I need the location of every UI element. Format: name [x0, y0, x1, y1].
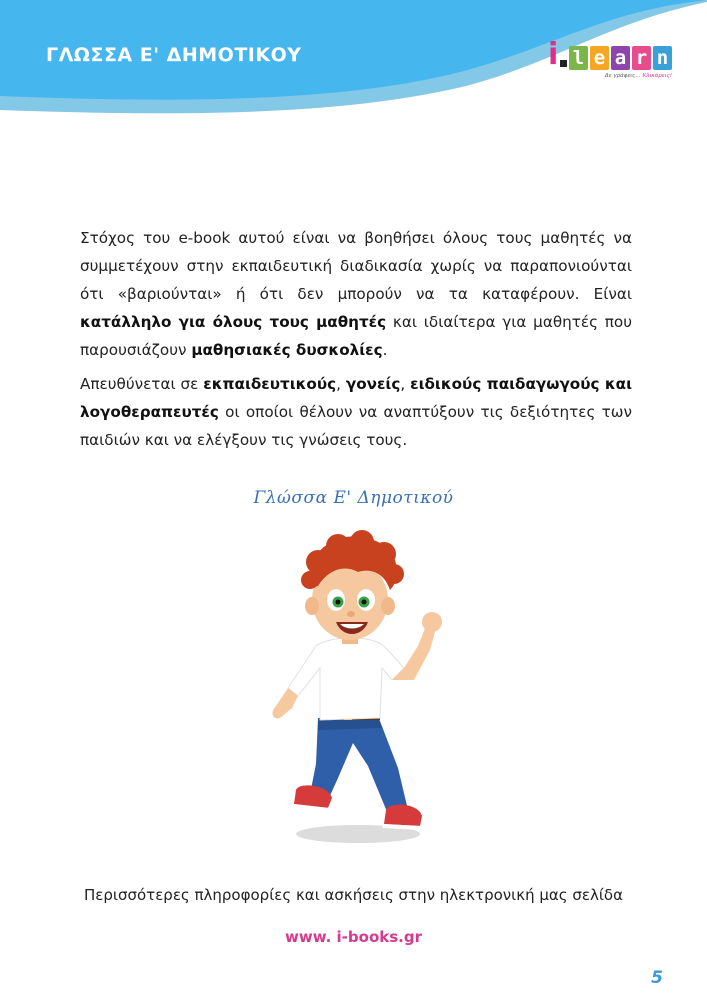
logo-letter-tile: r: [632, 46, 651, 70]
intro-paragraph-1: [80, 224, 632, 364]
website-link[interactable]: www. i-books.gr: [285, 928, 422, 946]
p2-run-0: Απευθύνεται σε: [80, 375, 204, 393]
p2-run-5: ειδικούς παιδαγωγούς και λογοθεραπευτές: [80, 375, 633, 421]
footer-info-text: Περισσότερες πληροφορίες και ασκήσεις στην ηλεκτρονική μας σελίδα: [83, 886, 623, 904]
boy-cartoon-illustration: [258, 528, 458, 848]
p1-run-4: .: [382, 341, 388, 359]
logo-letter-tile: n: [653, 46, 672, 70]
p1-run-0: Στόχος του e-book αυτού είναι να βοηθήσει όλους τους μαθητές να συμμετέχουν στην εκπαιδευτική διαδικασία χωρίς να παραπονιούνται ότι «βαριούνται» ή ότι δεν μπορούν να τα καταφέρουν. Είναι: [80, 229, 632, 303]
book-title: ΓΛΩΣΣΑ Ε' ΔΗΜΟΤΙΚΟΥ: [46, 44, 302, 66]
p2-run-6: οι οποίοι θέλουν να αναπτύξουν τις δεξιότητες των παιδιών και να ελέγξουν τις γνώσεις τους.: [80, 403, 632, 449]
p1-run-1: κατάλληλο για όλους τους μαθητές: [80, 313, 387, 331]
p2-run-2: ,: [336, 375, 346, 393]
p1-run-3: μαθησιακές δυσκολίες: [191, 341, 383, 359]
logo-letter-tile: l: [569, 46, 588, 70]
logo-letter-tile: e: [590, 46, 609, 70]
subject-subtitle: Γλώσσα Ε' Δημοτικού: [253, 488, 454, 508]
intro-paragraph-2: [80, 370, 632, 454]
page-number: 5: [651, 968, 663, 988]
p2-run-4: ,: [400, 375, 411, 393]
p2-run-3: γονείς: [345, 375, 401, 393]
logo-tagline: Δε γράφεις… Κλικάρεις!: [604, 73, 672, 79]
logo-i: i: [548, 37, 559, 72]
logo-letter-tile: a: [611, 46, 630, 70]
logo-dot: [560, 60, 567, 67]
p1-run-2: και ιδιαίτερα για μαθητές που παρουσιάζουν: [80, 313, 632, 359]
ilearn-logo: [548, 37, 672, 84]
p2-run-1: εκπαιδευτικούς: [203, 375, 337, 393]
